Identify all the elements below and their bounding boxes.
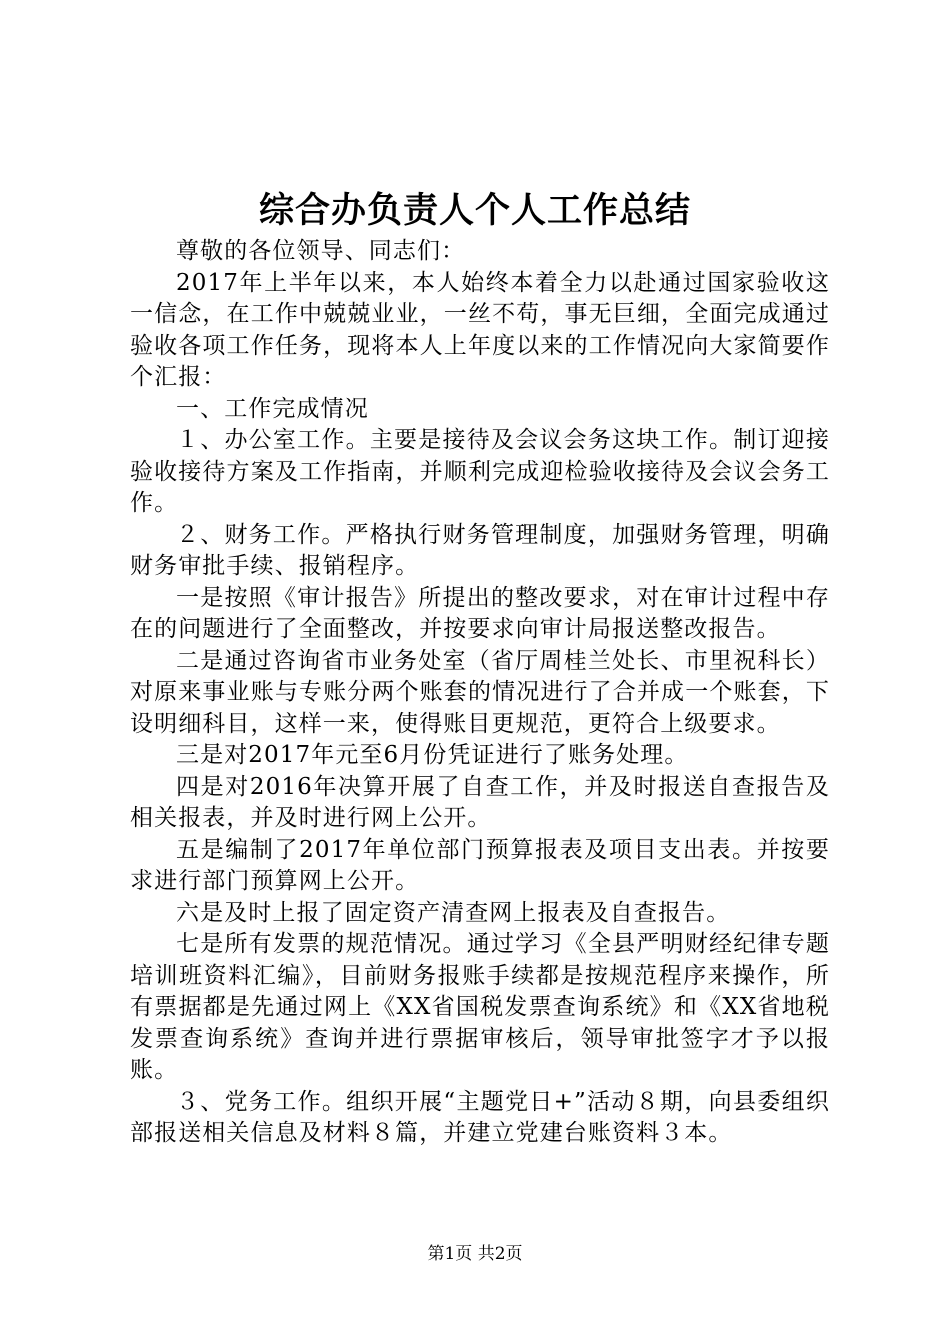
fixed-assets-paragraph: 六是及时上报了固定资产清查网上报表及自查报告。 bbox=[176, 899, 731, 926]
office-work-paragraph: １、办公室工作。主要是接待及会议会务这块工作。制订迎接验收接待方案及工作指南，并顺利完成迎检验收接待及会议会务工作。 bbox=[130, 427, 830, 516]
page-footer: 第1页 共2页 bbox=[427, 1244, 523, 1264]
accounts-merge-paragraph: 二是通过咨询省市业务处室（省厅周桂兰处长、市里祝科长）对原来事业账与专账分两个账套的情况进行了合并成一个账套，下设明细科目，这样一来，使得账目更规范，更符合上级要求。 bbox=[130, 647, 830, 737]
audit-paragraph: 一是按照《审计报告》所提出的整改要求，对在审计过程中存在的问题进行了全面整改，并按要求向审计局报送整改报告。 bbox=[130, 584, 830, 642]
invoice-paragraph: 七是所有发票的规范情况。通过学习《全县严明财经纪律专题培训班资料汇编》，目前财务报账手续都是按规范程序来操作，所有票据都是先通过网上《XX省国税发票查询系统》和《XX省地税发票查询系统》查询并进行票据审核后，领导审批签字才予以报账。 bbox=[130, 931, 830, 1083]
section-heading: 一、工作完成情况 bbox=[176, 395, 369, 422]
finance-work-paragraph: ２、财务工作。严格执行财务管理制度，加强财务管理，明确财务审批手续、报销程序。 bbox=[130, 521, 830, 579]
budget-paragraph: 五是编制了2017年单位部门预算报表及项目支出表。并按要求进行部门预算网上公开。 bbox=[130, 836, 830, 894]
document-body bbox=[130, 236, 830, 1150]
greeting-paragraph: 尊敬的各位领导、同志们： bbox=[176, 238, 466, 264]
voucher-paragraph: 三是对2017年元至6月份凭证进行了账务处理。 bbox=[176, 742, 689, 768]
document-title: 综合办负责人个人工作总结 bbox=[258, 190, 691, 231]
final-accounts-paragraph: 四是对2016年决算开展了自查工作，并及时报送自查报告及相关报表，并及时进行网上公开。 bbox=[130, 773, 830, 831]
party-work-paragraph: ３、党务工作。组织开展“主题党日+”活动８期，向县委组织部报送相关信息及材料８篇，并建立党建台账资料３本。 bbox=[130, 1088, 830, 1146]
intro-paragraph: 2017年上半年以来，本人始终本着全力以赴通过国家验收这一信念，在工作中兢兢业业，一丝不苟，事无巨细，全面完成通过验收各项工作任务，现将本人上年度以来的工作情况向大家简要作个汇报： bbox=[130, 269, 830, 390]
